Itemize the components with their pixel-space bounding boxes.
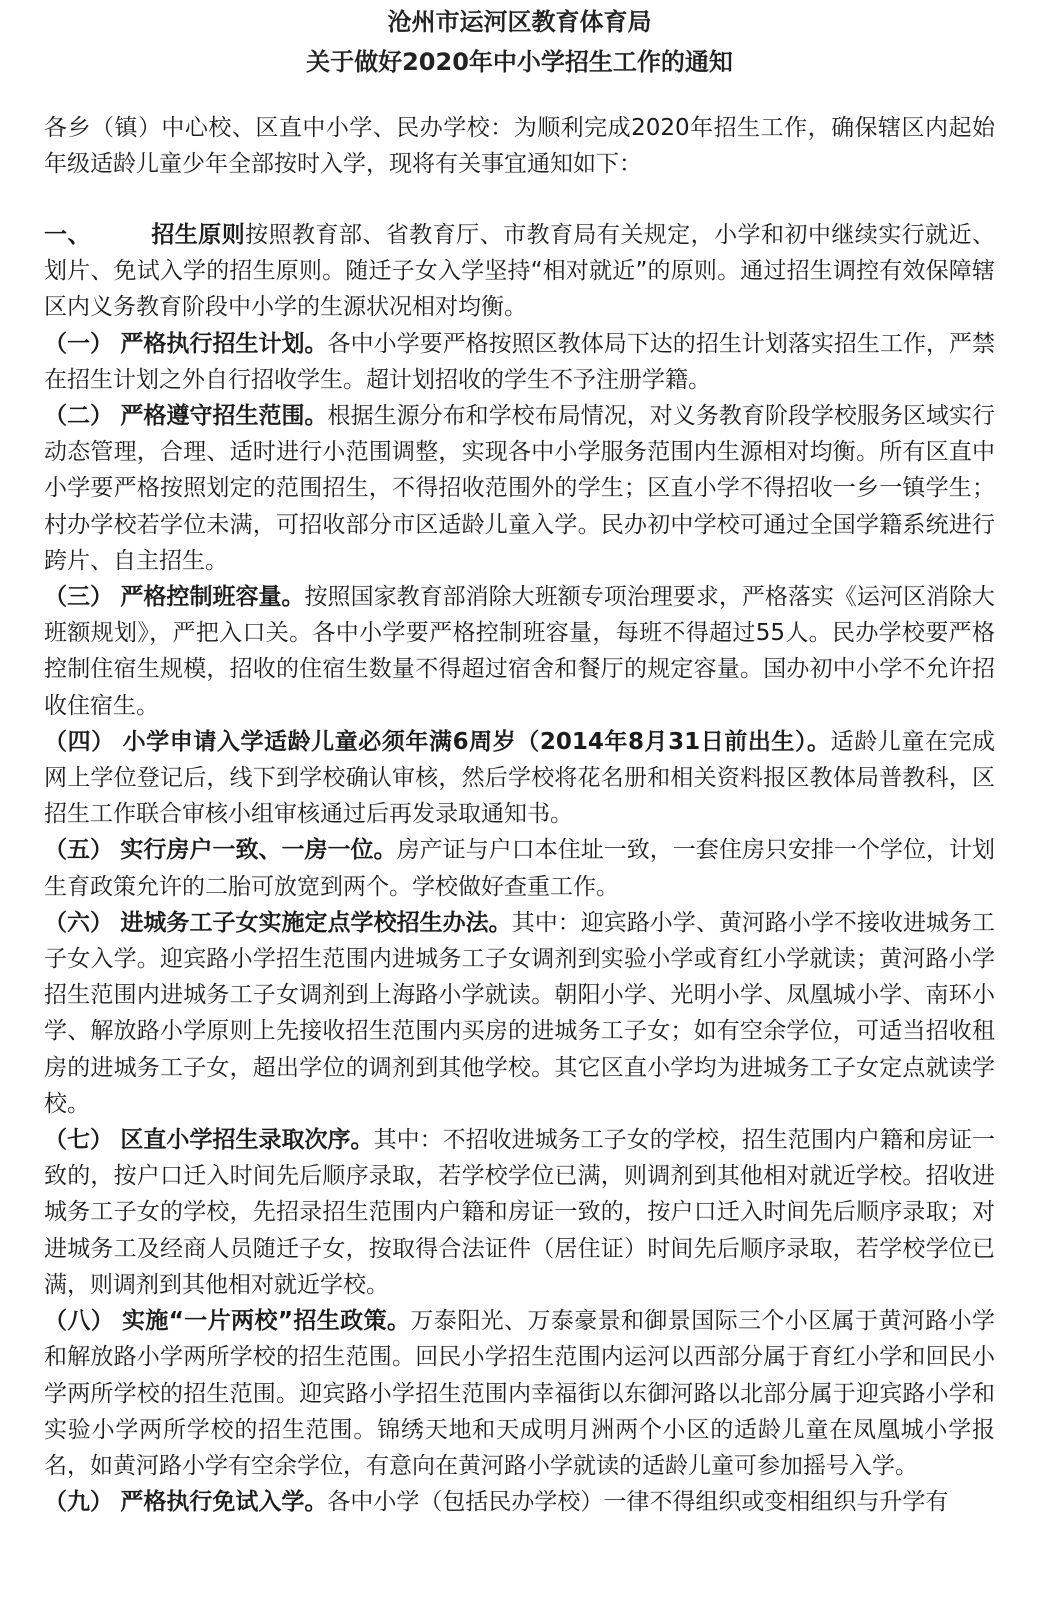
section-heading: 招生原则 bbox=[150, 222, 246, 248]
intro-paragraph: 各乡（镇）中心校、区直中小学、民办学校：为顺利完成2020年招生工作，确保辖区内起始年级适龄儿童少年全部按时入学，现将有关事宜通知如下： bbox=[44, 115, 995, 177]
item-number: （五） bbox=[44, 837, 114, 864]
item-body: 各中小学要严格按照区教体局下达的招生计划落实招生工作，严禁在招生计划之外自行招收学生。超计划招收的学生不予注册学籍。 bbox=[44, 330, 996, 393]
item-body: 适龄儿童在完成网上学位登记后，线下到学校确认审核，然后学校将花名册和相关资料报区教体局普教科，区招生工作联合审核小组审核通过后再发录取通知书。 bbox=[44, 728, 996, 828]
section-item-7 bbox=[44, 1122, 995, 1303]
section-1 bbox=[44, 217, 995, 326]
section-item-6 bbox=[44, 905, 995, 1122]
item-number: （四） bbox=[44, 728, 115, 755]
section-item-9 bbox=[44, 1484, 995, 1520]
item-number: （一） bbox=[44, 330, 114, 357]
section-item-1 bbox=[44, 326, 995, 398]
item-heading: 严格执行免试入学。 bbox=[120, 1489, 328, 1516]
item-heading: 区直小学招生录取次序。 bbox=[120, 1127, 374, 1154]
item-body: 房产证与户口本住址一致，一套住房只安排一个学位，计划生育政策允许的二胎可放宽到两个。学校做好查重工作。 bbox=[44, 837, 996, 900]
item-heading: 进城务工子女实施定点学校招生办法。 bbox=[120, 909, 512, 936]
item-heading: 严格遵守招生范围。 bbox=[120, 403, 328, 430]
section-item-8 bbox=[44, 1303, 995, 1484]
item-heading: 严格控制班容量。 bbox=[120, 584, 305, 611]
item-number: （八） bbox=[44, 1308, 115, 1335]
item-number: （六） bbox=[44, 909, 114, 936]
item-number: （七） bbox=[44, 1127, 114, 1154]
item-number: （九） bbox=[44, 1489, 113, 1516]
item-heading: 严格执行招生计划。 bbox=[120, 330, 328, 357]
item-body: 万泰阳光、万泰豪景和御景国际三个小区属于黄河路小学和解放路小学两所学校的招生范围。回民小学招生范围内运河以西部分属于育红小学和回民小学两所学校的招生范围。迎宾路小学招生范围内幸福街以东御河路以北部分属于迎宾路小学和实验小学两所学校的招生范围。锦绣天地和天成明月洲两个小区的适龄儿童在凤凰城小学报名，如黄河路小学有空余学位，有意向在黄河路小学就读的适龄儿童可参加摇号入学。 bbox=[44, 1308, 996, 1479]
document-title-issuer: 沧州市运河区教育体育局 bbox=[387, 8, 652, 36]
item-body: 其中：迎宾路小学、黄河路小学不接收进城务工子女入学。迎宾路小学招生范围内进城务工子女调剂到实验小学或育红小学就读；黄河路小学招生范围内进城务工子女调剂到上海路小学就读。朝阳小学、光明小学、凤凰城小学、南环小学、解放路小学原则上先接收招生范围内买房的进城务工子女；如有空余学位，可适当招收租房的进城务工子女，超出学位的调剂到其他学校。其它区直小学均为进城务工子女定点就读学校。 bbox=[44, 909, 996, 1117]
section-item-3 bbox=[44, 579, 995, 724]
item-body: 根据生源分布和学校布局情况，对义务教育阶段学校服务区域实行动态管理，合理、适时进行小范围调整，实现各中小学服务范围内生源相对均衡。所有区直中小学要严格按照划定的范围招生，不得招收范围外的学生；区直小学不得招收一乡一镇学生；村办学校若学位未满，可招收部分市区适龄儿童入学。民办初中学校可通过全国学籍系统进行跨片、自主招生。 bbox=[44, 403, 996, 574]
section-item-2 bbox=[44, 398, 995, 579]
section-item-5 bbox=[44, 832, 995, 904]
item-body: 其中：不招收进城务工子女的学校，招生范围内户籍和房证一致的，按户口迁入时间先后顺序录取，若学校学位已满，则调剂到其他相对就近学校。招收进城务工子女的学校，先招录招生范围内户籍和房证一致的，按户口迁入时间先后顺序录取；对进城务工及经商人员随迁子女，按取得合法证件（居住证）时间先后顺序录取，若学校学位已满，则调剂到其他相对就近学校。 bbox=[44, 1127, 996, 1298]
item-body: 各中小学（包括民办学校）一律不得组织或变相组织与升学有 bbox=[327, 1489, 949, 1516]
document-title-subject: 关于做好2020年中小学招生工作的通知 bbox=[306, 48, 733, 76]
section-item-4 bbox=[44, 724, 995, 833]
item-body: 按照国家教育部消除大班额专项治理要求，严格落实《运河区消除大班额规划》，严把入口关。各中小学要严格控制班容量，每班不得超过55人。民办学校要严格控制住宿生规模，招收的住宿生数量不得超过宿舍和餐厅的规定容量。国办初中小学不允许招收住宿生。 bbox=[44, 584, 996, 719]
section-body: 按照教育部、省教育厅、市教育局有关规定，小学和初中继续实行就近、划片、免试入学的招生原则。随迁子女入学坚持“相对就近”的原则。通过招生调控有效保障辖区内义务教育阶段中小学的生源状况相对均衡。 bbox=[44, 222, 996, 321]
section-number: 一、 bbox=[44, 222, 91, 248]
item-number: （二） bbox=[44, 403, 114, 430]
item-number: （三） bbox=[44, 584, 114, 611]
item-heading: 实施“一片两校”招生政策。 bbox=[121, 1308, 411, 1335]
item-heading: 小学申请入学适龄儿童必须年满6周岁（2014年8月31日前出生）。 bbox=[122, 728, 831, 755]
item-heading: 实行房户一致、一房一位。 bbox=[120, 837, 397, 864]
